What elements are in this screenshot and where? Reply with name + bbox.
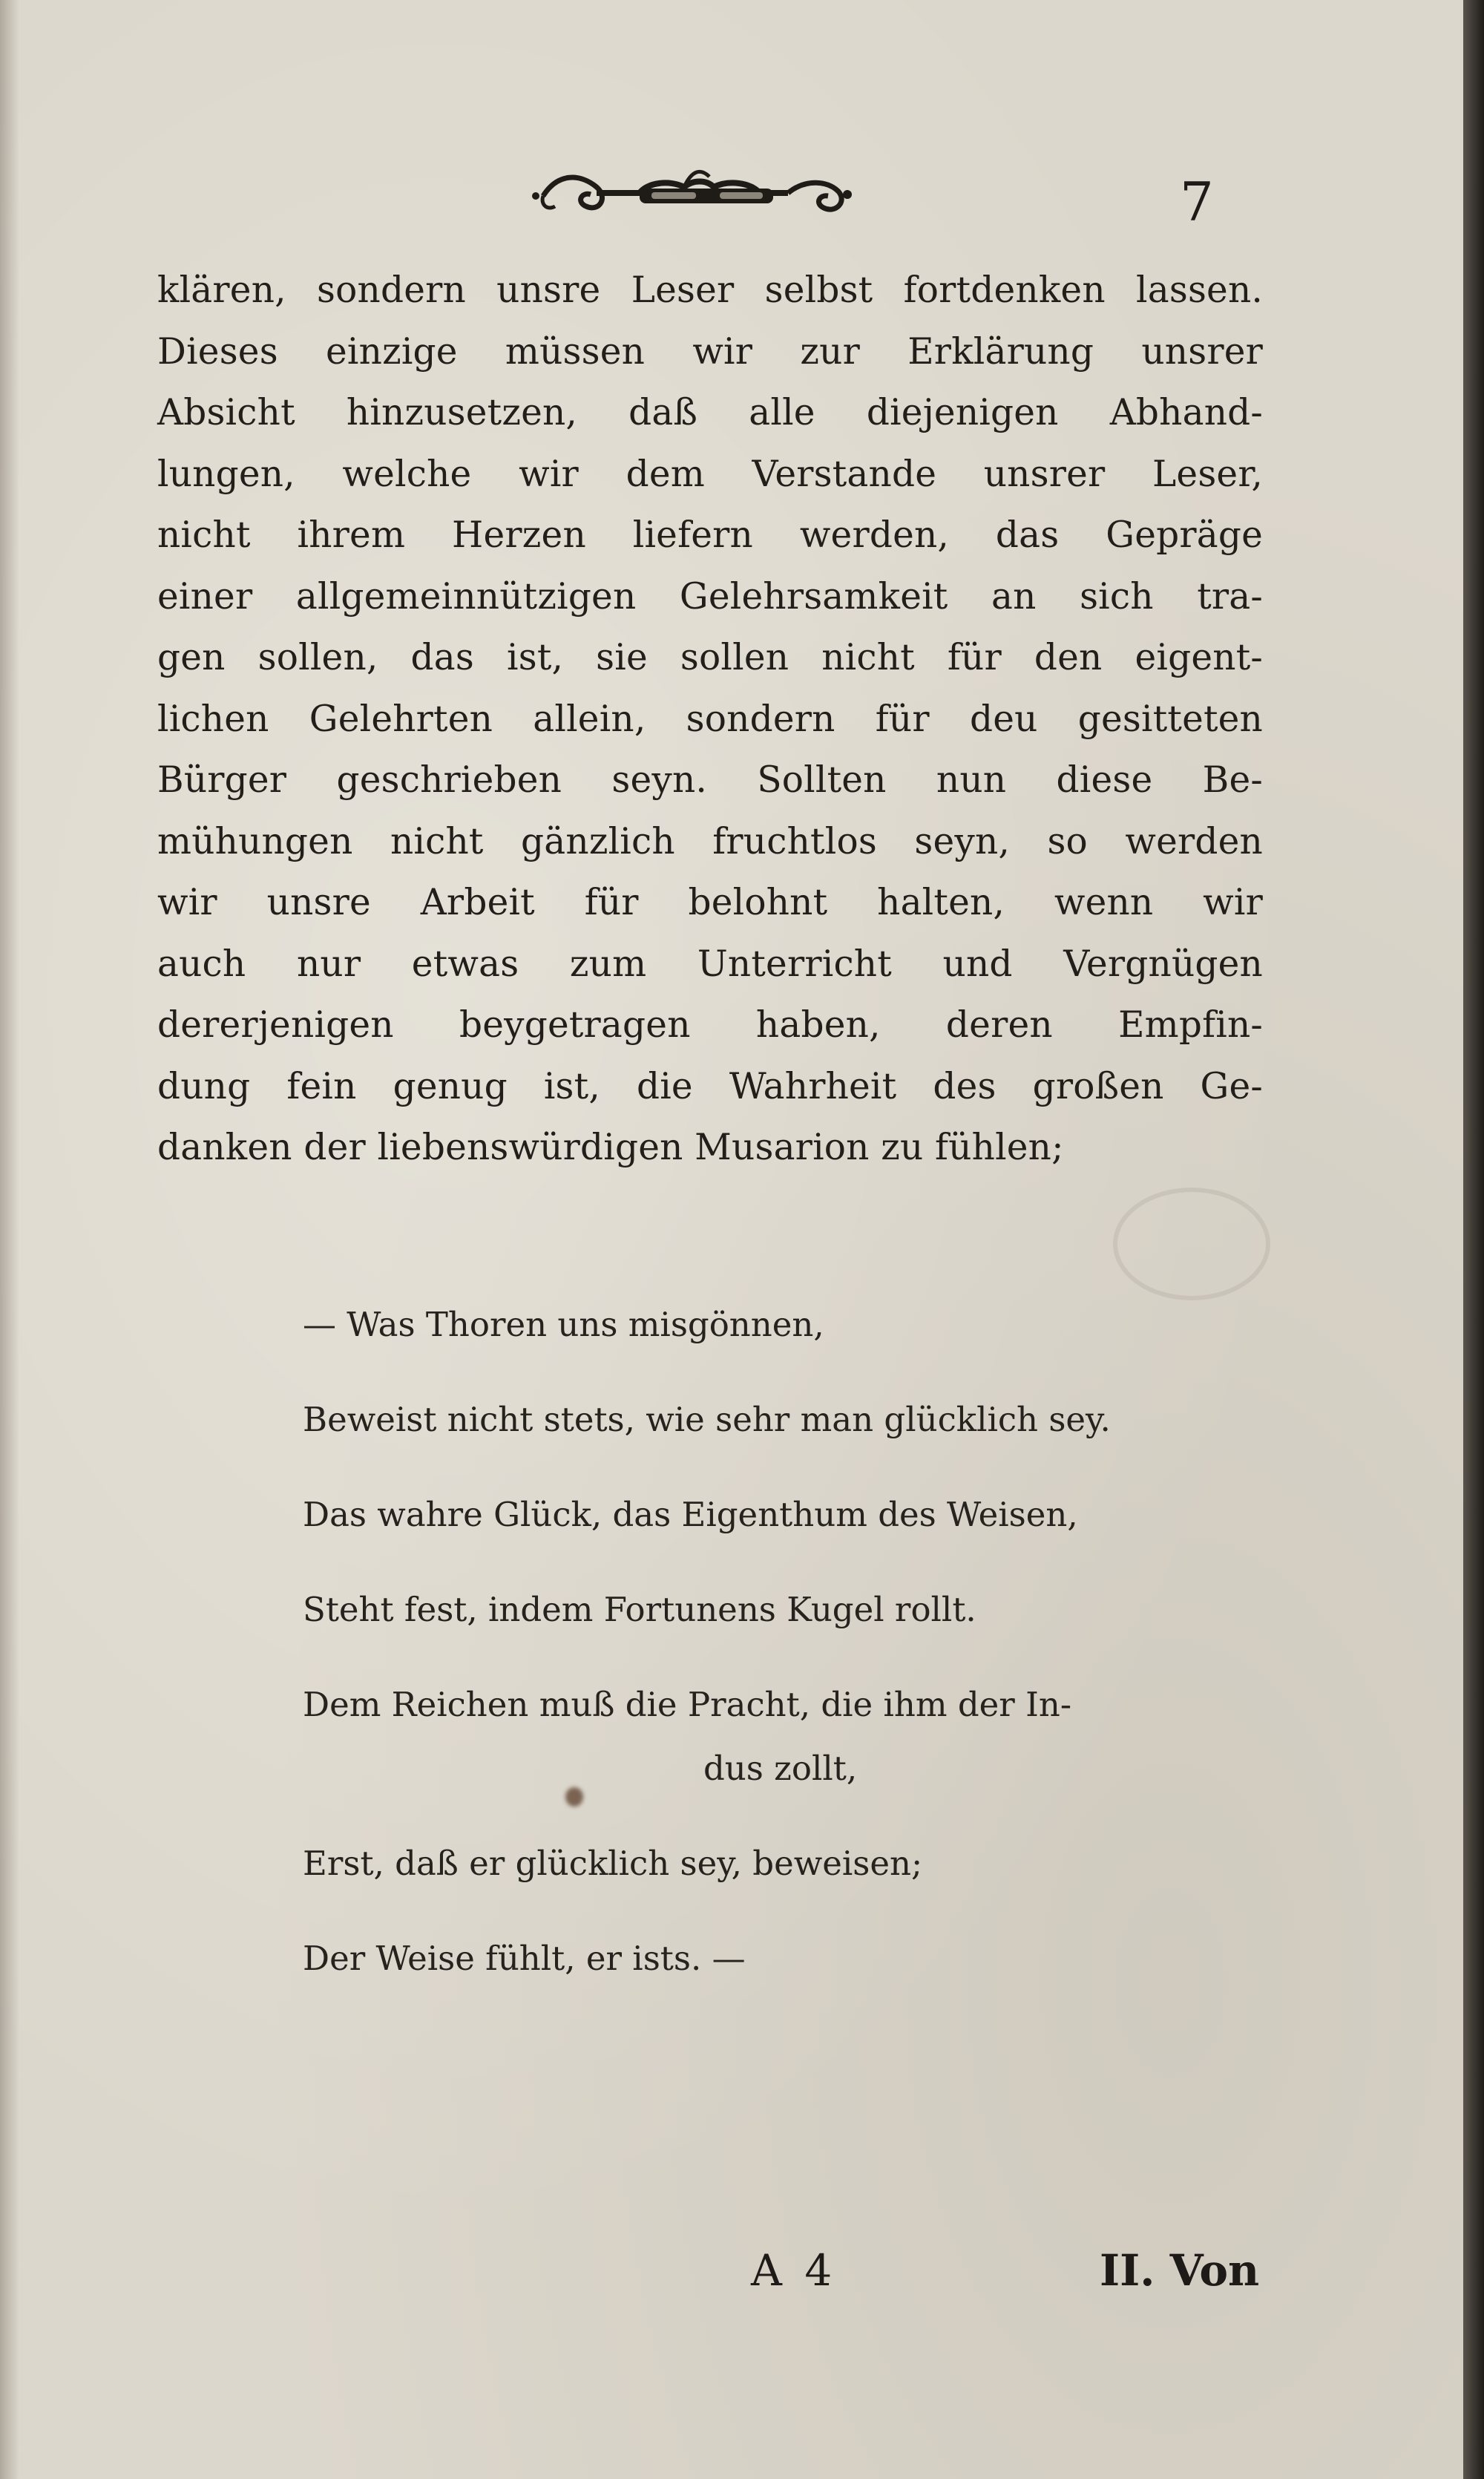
signature-mark: A 4 [751, 2245, 837, 2296]
text-line: gen sollen, das ist, sie sollen nicht für den eigent- [157, 637, 1263, 678]
text-line: wir unsre Arbeit für belohnt halten, wenn wir [157, 882, 1263, 923]
text-line: lichen Gelehrten allein, sondern für deu gesitteten [157, 698, 1263, 740]
verse-line: Erst, daß er glücklich sey, beweisen; [303, 1844, 923, 1883]
text-line: Bürger geschrieben seyn. Sollten nun diese Be- [157, 759, 1263, 801]
binding-gutter [1463, 0, 1484, 2479]
body-paragraph [157, 260, 1263, 1179]
catchword: II. Von [1100, 2245, 1260, 2296]
verse-line: — Was Thoren uns misgönnen, [303, 1305, 824, 1344]
bleed-through-mark [1113, 1188, 1270, 1300]
verse-line: Beweist nicht stets, wie sehr man glücklich sey. [303, 1400, 1111, 1439]
text-line: dererjenigen beygetragen haben, deren Empfin- [157, 1004, 1263, 1046]
verse-line: Dem Reichen muß die Pracht, die ihm der In- [303, 1685, 1072, 1724]
verse-line: Steht fest, indem Fortunens Kugel rollt. [303, 1590, 976, 1629]
verse-quotation [303, 1288, 1275, 2017]
text-line: mühungen nicht gänzlich fruchtlos seyn, so werden [157, 820, 1263, 862]
verse-line: Das wahre Glück, das Eigenthum des Weisen, [303, 1495, 1078, 1534]
text-line: nicht ihrem Herzen liefern werden, das Gepräge [157, 514, 1263, 556]
text-line: Dieses einzige müssen wir zur Erklärung unsrer [157, 330, 1263, 373]
printers-ornament-icon [528, 157, 855, 229]
text-line: dung fein genug ist, die Wahrheit des großen Ge- [157, 1065, 1263, 1107]
ink-stain [565, 1787, 583, 1807]
text-line: klären, sondern unsre Leser selbst fortdenken lassen. [157, 269, 1263, 311]
page-edge-shadow [0, 0, 19, 2479]
verse-line-continuation: dus zollt, [703, 1749, 858, 1788]
text-line: Absicht hinzusetzen, daß alle diejenigen Abhand- [157, 392, 1263, 433]
verse-line: Der Weise fühlt, er ists. — [303, 1939, 746, 1978]
text-line: danken der liebenswürdigen Musarion zu fühlen; [157, 1127, 1064, 1168]
text-line: lungen, welche wir dem Verstande unsrer Leser, [157, 453, 1263, 495]
text-line: auch nur etwas zum Unterricht und Vergnügen [157, 943, 1263, 985]
text-line: einer allgemeinnützigen Gelehrsamkeit an sich tra- [157, 575, 1263, 618]
page-number: 7 [1180, 171, 1214, 233]
